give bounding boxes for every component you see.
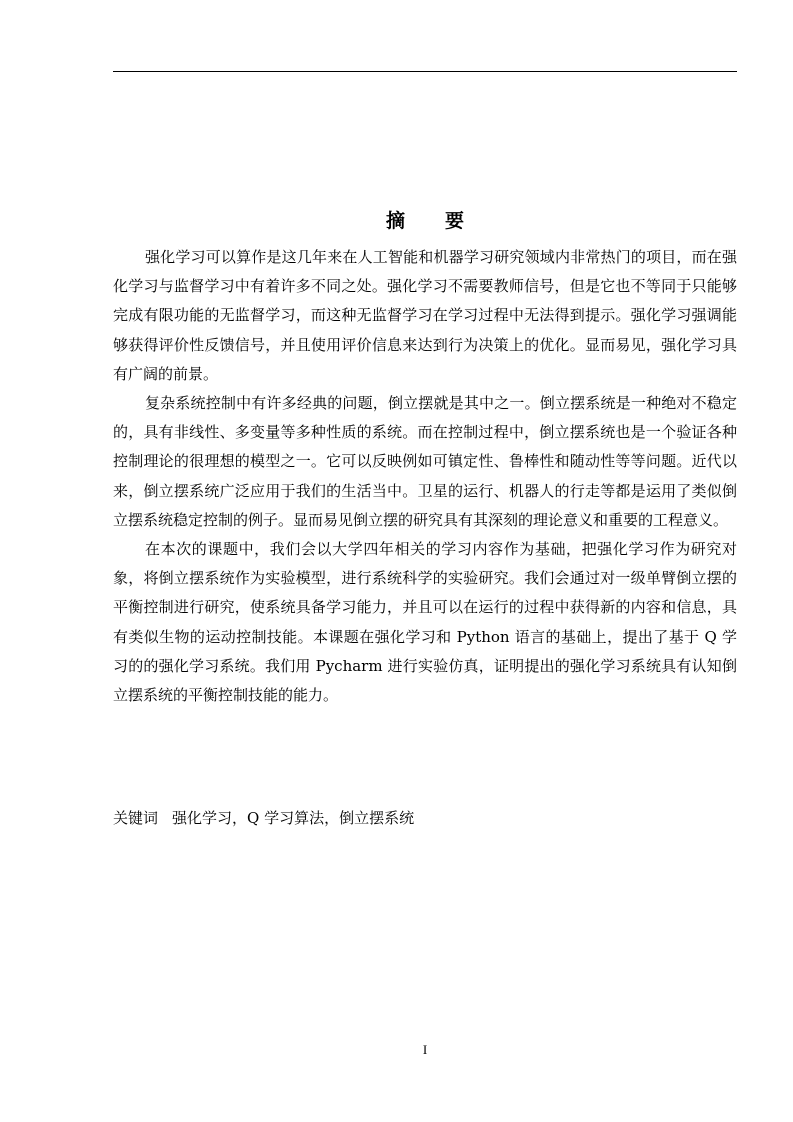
title-char-2: 要	[445, 210, 465, 232]
abstract-paragraph-3: 在本次的课题中，我们会以大学四年相关的学习内容作为基础，把强化学习作为研究对象，将倒立摆系统作为实验模型，进行系统科学的实验研究。我们会通过对一级单臂倒立摆的平衡控制进行研究，使系统具备学习能力，并且可以在运行的过程中获得新的内容和信息，具有类似生物的运动控制技能。本课题在强化学习和 Python 语言的基础上，提出了基于 Q 学习的的强化学习系统。我们用 Pycharm 进行实验仿真，证明提出的强化学习系统具有认知倒立摆系统的平衡控制技能的能力。	[113, 540, 737, 705]
abstract-paragraph-2: 复杂系统控制中有许多经典的问题，倒立摆就是其中之一。倒立摆系统是一种绝对不稳定的，具有非线性、多变量等多种性质的系统。而在控制过程中，倒立摆系统也是一个验证各种控制理论的很理想的模型之一。它可以反映例如可镇定性、鲁棒性和随动性等等问题。近代以来，倒立摆系统广泛应用于我们的生活当中。卫星的运行、机器人的行走等都是运用了类似倒立摆系统稳定控制的例子。显而易见倒立摆的研究具有其深刻的理论意义和重要的工程意义。	[113, 394, 737, 529]
title-char-1: 摘	[385, 210, 405, 232]
keywords-line	[113, 806, 737, 830]
keywords-label: 关键词	[113, 809, 159, 827]
keywords-text: 强化学习，Q 学习算法，倒立摆系统	[172, 809, 415, 827]
abstract-paragraph-1: 强化学习可以算作是这几年来在人工智能和机器学习研究领域内非常热门的项目，而在强化学习与监督学习中有着许多不同之处。强化学习不需要教师信号，但是它也不等同于只能够完成有限功能的无监督学习，而这种无监督学习在学习过程中无法得到提示。强化学习强调能够获得评价性反馈信号，并且使用评价信息来达到行为决策上的优化。显而易见，强化学习具有广阔的前景。	[113, 248, 737, 383]
abstract-title	[113, 207, 737, 235]
header-rule	[113, 71, 737, 72]
page-number: I	[422, 1042, 428, 1057]
abstract-body	[113, 243, 737, 710]
